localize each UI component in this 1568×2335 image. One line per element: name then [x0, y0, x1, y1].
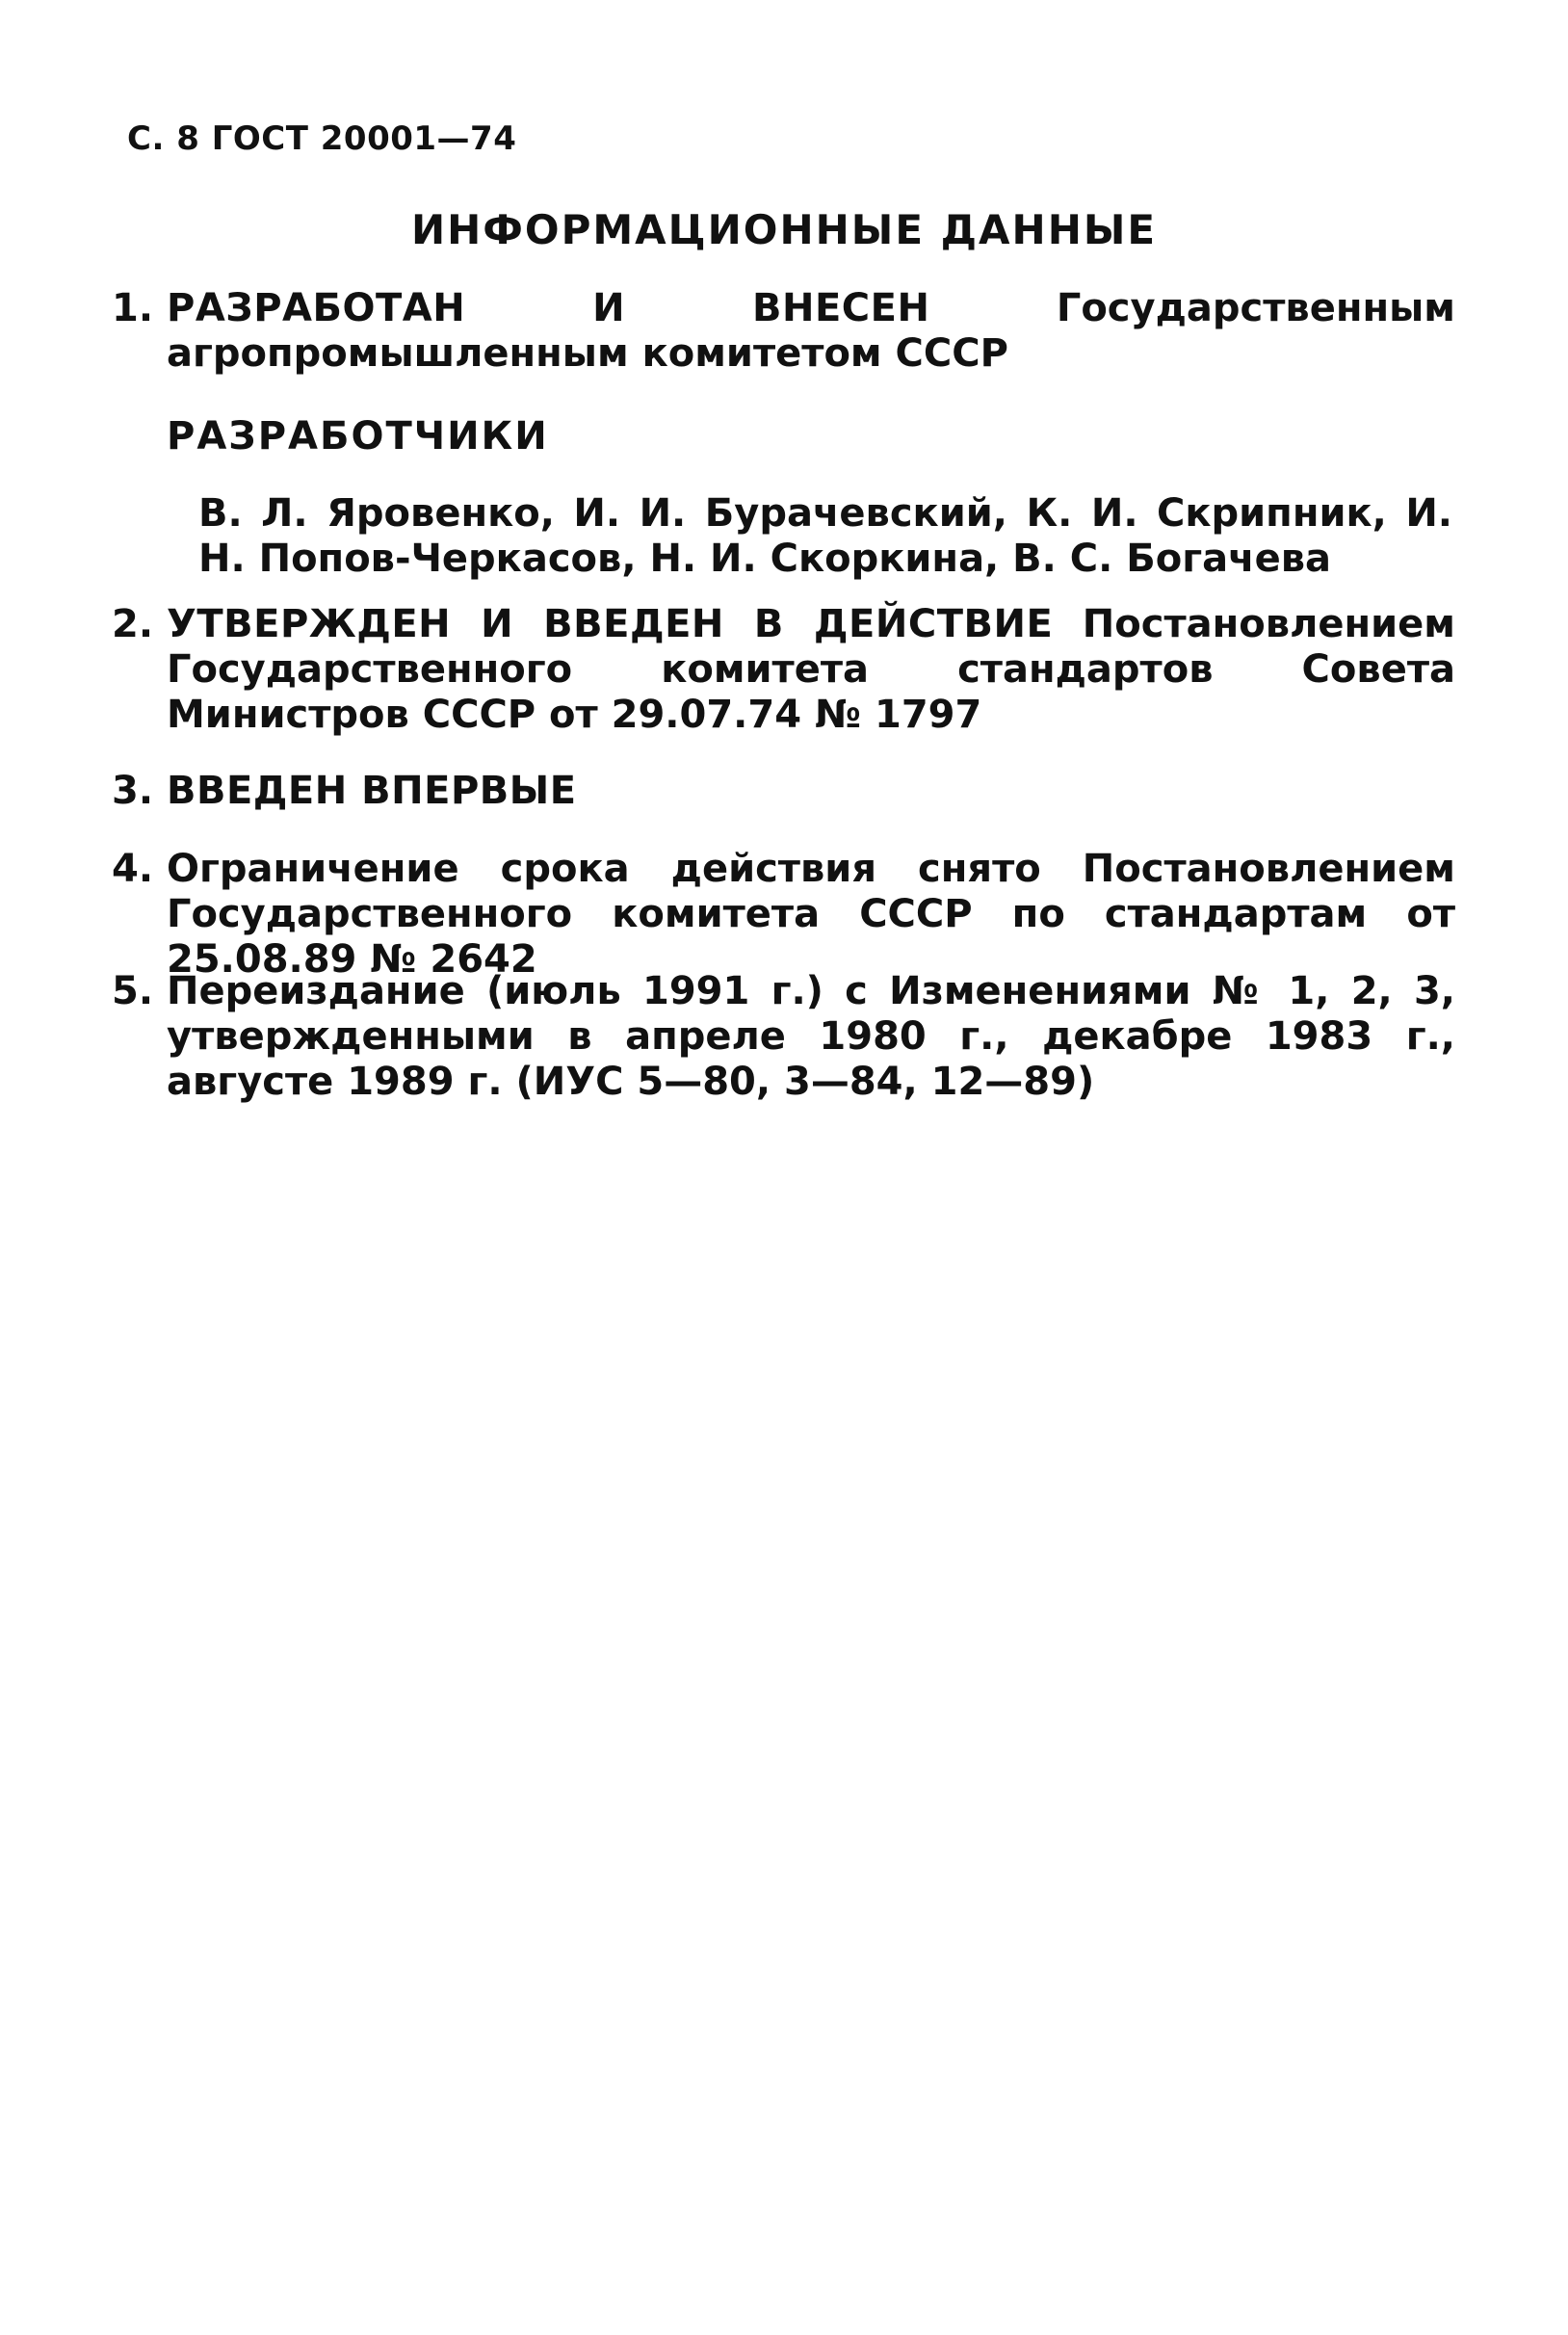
item-body [167, 969, 1455, 1105]
item-body [167, 769, 1455, 814]
item-number: 2. [112, 602, 154, 646]
list-item [112, 969, 1455, 1105]
item-body [167, 847, 1455, 983]
list-item [112, 769, 1455, 814]
developers-names: В. Л. Яровенко, И. И. Бурачевский, К. И. Скрипник, И. Н. Попов-Черкасов, Н. И. Скоркина, В. С. Богачева [198, 491, 1452, 581]
item-body [167, 602, 1455, 738]
item-text: Постановлением Государственного комитета стандартов Совета Министров СССР от 29.07.74 № 1797 [167, 602, 1455, 737]
item-text: Переиздание (июль 1991 г.) с Изменениями № 1, 2, 3, утвержденными в апреле 1980 г., декабре 1983 г., августе 1989 г. (ИУС 5—80, 3—84, 12—89) [167, 969, 1455, 1104]
item-body [167, 286, 1455, 377]
document-title: ИНФОРМАЦИОННЫЕ ДАННЫЕ [410, 206, 1158, 253]
item-text: Государственным агропромышленным комитетом СССР [167, 286, 1455, 376]
item-number: 3. [112, 769, 154, 813]
item-number: 1. [112, 286, 154, 330]
item-lead: РАЗРАБОТАН И ВНЕСЕН [167, 286, 930, 330]
page-header: С. 8 ГОСТ 20001—74 [127, 119, 517, 158]
item-lead: УТВЕРЖДЕН И ВВЕДЕН В ДЕЙСТВИЕ [167, 602, 1054, 646]
item-text: Ограничение срока действия снято Постановлением Государственного комитета СССР по стандартам от 25.08.89 № 2642 [167, 847, 1455, 982]
list-item [112, 602, 1455, 738]
list-item [112, 847, 1455, 983]
developers-heading: РАЗРАБОТЧИКИ [167, 414, 549, 459]
item-lead: ВВЕДЕН ВПЕРВЫЕ [167, 769, 577, 813]
item-number: 4. [112, 847, 154, 891]
item-number: 5. [112, 969, 154, 1013]
list-item [112, 286, 1455, 377]
